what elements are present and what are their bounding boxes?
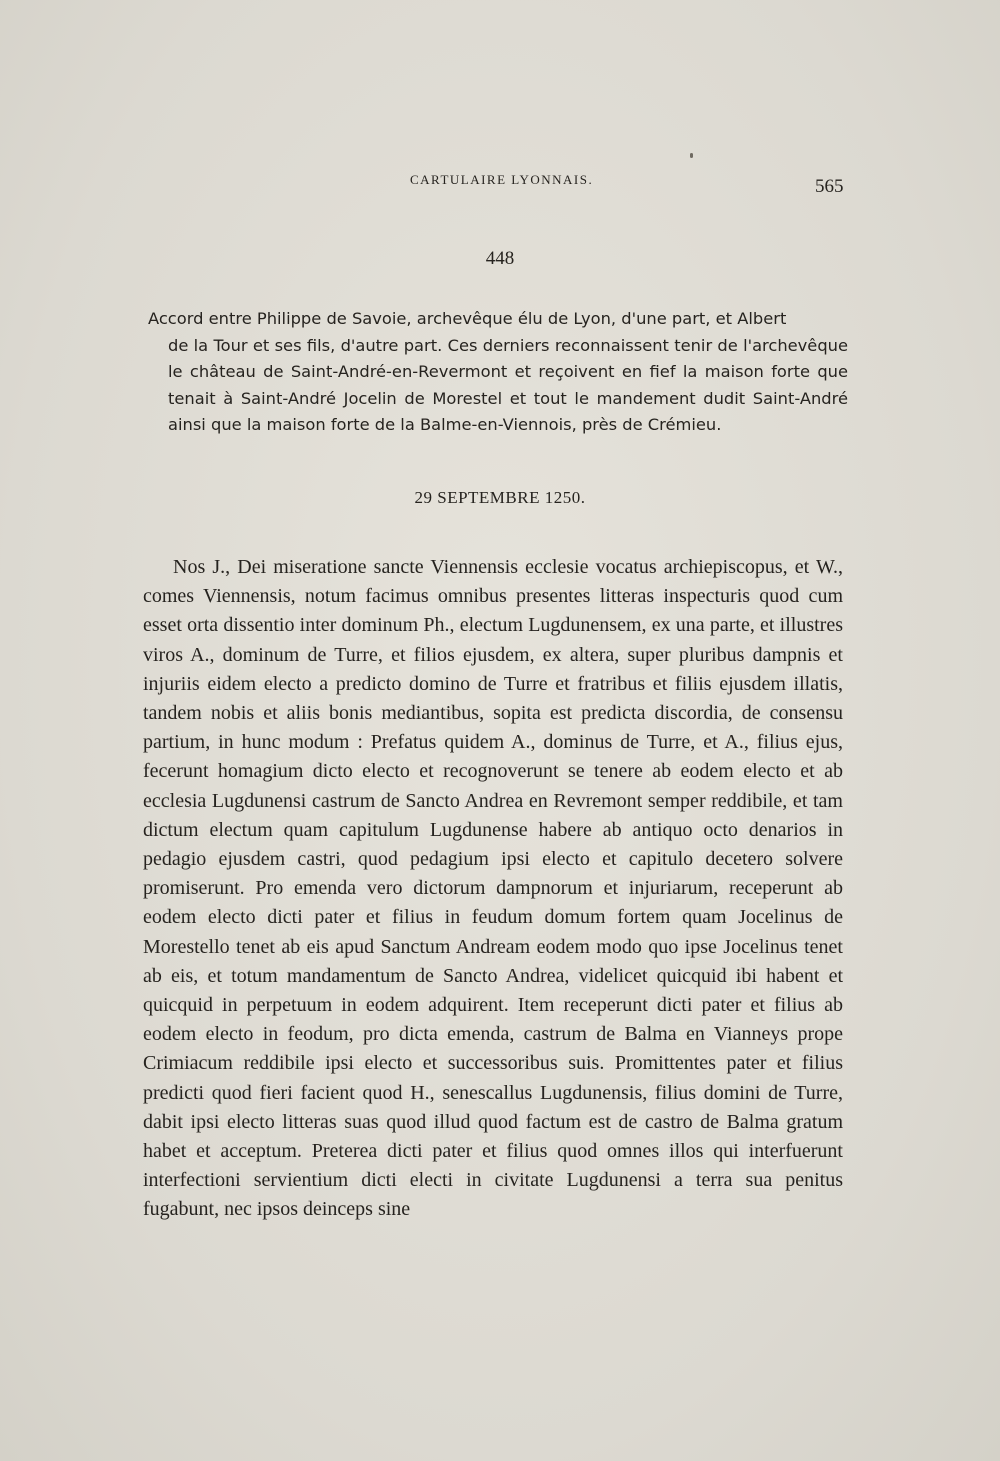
print-speck [690,153,693,158]
running-head [0,170,1000,197]
document-summary [148,306,848,439]
summary-continuation: de la Tour et ses fils, d'autre part. Ces derniers reconnaissent tenir de l'archevêque le château de Saint-André-en-Revermont et reçoivent en fief la maison forte que tenait à Saint-André Jocelin de Morestel et tout le mandement dudit Saint-André ainsi que la maison forte de la Balme-en-Viennois, près de Crémieu. [168,335,848,434]
page-number: 565 [815,176,844,197]
running-title: CARTULAIRE LYONNAIS. [410,172,594,187]
summary-first-line: Accord entre Philippe de Savoie, archevêque élu de Lyon, d'une part, et Albert [148,309,787,328]
document-number: 448 [485,248,515,269]
document-date: 29 SEPTEMBRE 1250. [414,488,586,507]
charter-text: Nos J., Dei miseratione sancte Viennensis ecclesie vocatus archiepiscopus, et W., comes Viennensis, notum facimus omnibus presentes litteras inspecturis quod cum esset orta dissentio inter dominum Ph., electum Lugdunensem, ex una parte, et illustres viros A., dominum de Turre, et filios ejusdem, ex altera, super pluribus dampnis et injuriis eidem electo a predicto domino de Turre et fratribus et filiis ejusdem illatis, tandem nobis et aliis bonis mediantibus, sopita est predicta discordia, de consensu partium, in hunc modum : Prefatus quidem A., dominus de Turre, et A., filius ejus, fecerunt homagium dicto electo et recognoverunt se tenere ab eodem electo et ab ecclesia Lugdunensi castrum de Sancto Andrea en Revremont semper reddibile, et tam dictum electum quam capitulum Lugdunense habere ab antiquo octo denarios in pedagio ejusdem castri, quod pedagium ipsi electo et capitulo decetero solvere promiserunt. Pro emenda vero dictorum dampnorum et injuriarum, receperunt ab eodem electo dicti pater et filius in feudum domum fortem quam Jocelinus de Morestello tenet ab eis apud Sanctum Andream eodem modo quo ipse Jocelinus tenet ab eis, et totum mandamentum de Sancto Andrea, videlicet quicquid ibi habent et quicquid in perpetuum in eodem adquirent. Item receperunt dicti pater et filius ab eodem electo in feodum, pro dicta emenda, castrum de Balma en Vianneys prope Crimiacum reddibile ipsi electo et successoribus suis. Promittentes pater et filius predicti quod fieri facient quod H., senescallus Lugdunensis, filius domini de Turre, dabit ipsi electo litteras suas quod illud quod factum est de castro de Balma gratum habet et acceptum. Preterea dicti pater et filius quod omnes illos qui interfuerunt interfectioni servientium dicti electi in civitate Lugdunensi a terra sua penitus fugabunt, nec ipsos deinceps sine [143,556,843,1221]
